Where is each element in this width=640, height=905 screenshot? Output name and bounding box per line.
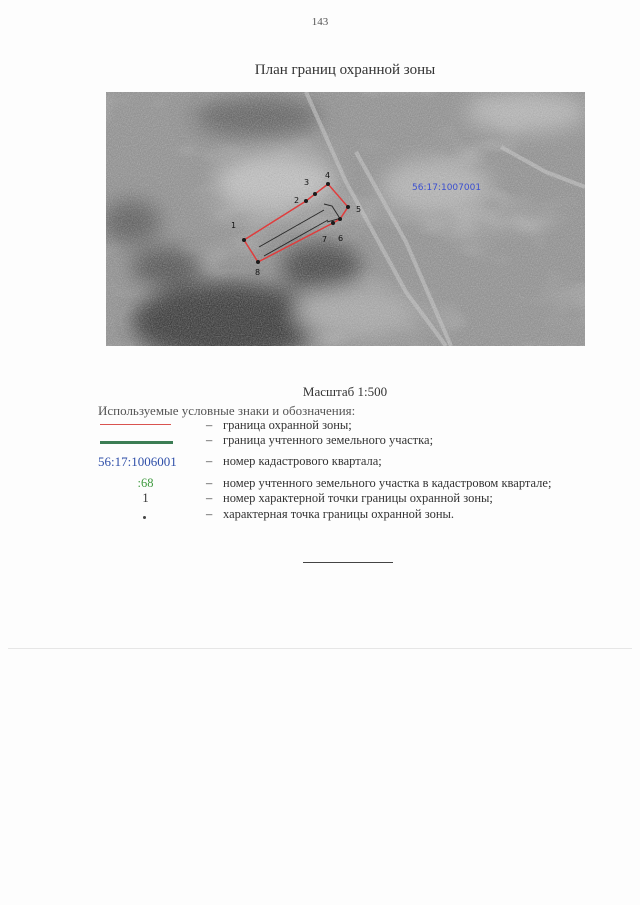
legend-text: номер кадастрового квартала;: [223, 454, 382, 468]
legend-symbol-zone-line: [98, 418, 193, 433]
legend-dash: –: [206, 476, 213, 490]
boundary-point: [326, 182, 330, 186]
boundary-point: [338, 217, 342, 221]
satellite-map[interactable]: [106, 92, 585, 346]
legend-dash: –: [206, 433, 213, 447]
legend-text: граница учтенного земельного участка;: [223, 433, 434, 447]
legend-dash: –: [206, 418, 213, 432]
legend-heading: Используемые условные знаки и обозначения:: [98, 403, 356, 418]
point-label: 4: [325, 171, 331, 180]
legend-symbol-point-number: 1: [142, 491, 149, 505]
boundary-point: [346, 205, 350, 209]
boundary-point: [304, 199, 308, 203]
point-label: 7: [322, 235, 328, 244]
point-label: 2: [294, 196, 300, 205]
legend-dash: –: [206, 507, 213, 521]
legend-row-point-number: [98, 491, 578, 506]
legend-dash: –: [206, 454, 213, 468]
legend-symbol-quarter-number: 56:17:1006001: [98, 454, 177, 469]
plan-title: План границ охранной зоны: [254, 62, 436, 78]
page-divider: [8, 648, 632, 649]
point-label: 1: [231, 221, 237, 230]
cadastral-quarter-label: 56:17:1007001: [412, 183, 482, 193]
point-label: 8: [255, 268, 261, 277]
legend-row-parcel-number: [98, 476, 578, 491]
map-grain: [106, 92, 585, 346]
scale-label: Масштаб 1:500: [302, 384, 388, 399]
boundary-point: [256, 260, 260, 264]
legend-symbol-parcel-number: :68: [137, 476, 154, 490]
legend-row-zone-boundary: [98, 418, 578, 433]
legend-text: номер характерной точки границы охранной зоны;: [223, 491, 493, 505]
legend-dash: –: [206, 491, 213, 505]
page-number: 143: [311, 16, 329, 28]
map-canvas: [106, 92, 585, 346]
end-rule: [303, 562, 393, 563]
legend-text: характерная точка границы охранной зоны.: [223, 507, 455, 521]
point-label: 3: [304, 178, 310, 187]
legend-symbol-parcel-line: [98, 433, 193, 448]
legend-text: граница охранной зоны;: [223, 418, 352, 432]
legend-row-boundary-point: [98, 507, 578, 522]
legend-symbol-point-dot: [98, 507, 193, 522]
legend-text: номер учтенного земельного участка в кадастровом квартале;: [223, 476, 552, 490]
legend-row-quarter-number: [98, 454, 578, 469]
point-label: 6: [338, 234, 344, 243]
point-label: 5: [356, 205, 362, 214]
boundary-point: [331, 221, 335, 225]
boundary-point: [242, 238, 246, 242]
legend-row-parcel-boundary: [98, 433, 578, 448]
boundary-point: [313, 192, 317, 196]
